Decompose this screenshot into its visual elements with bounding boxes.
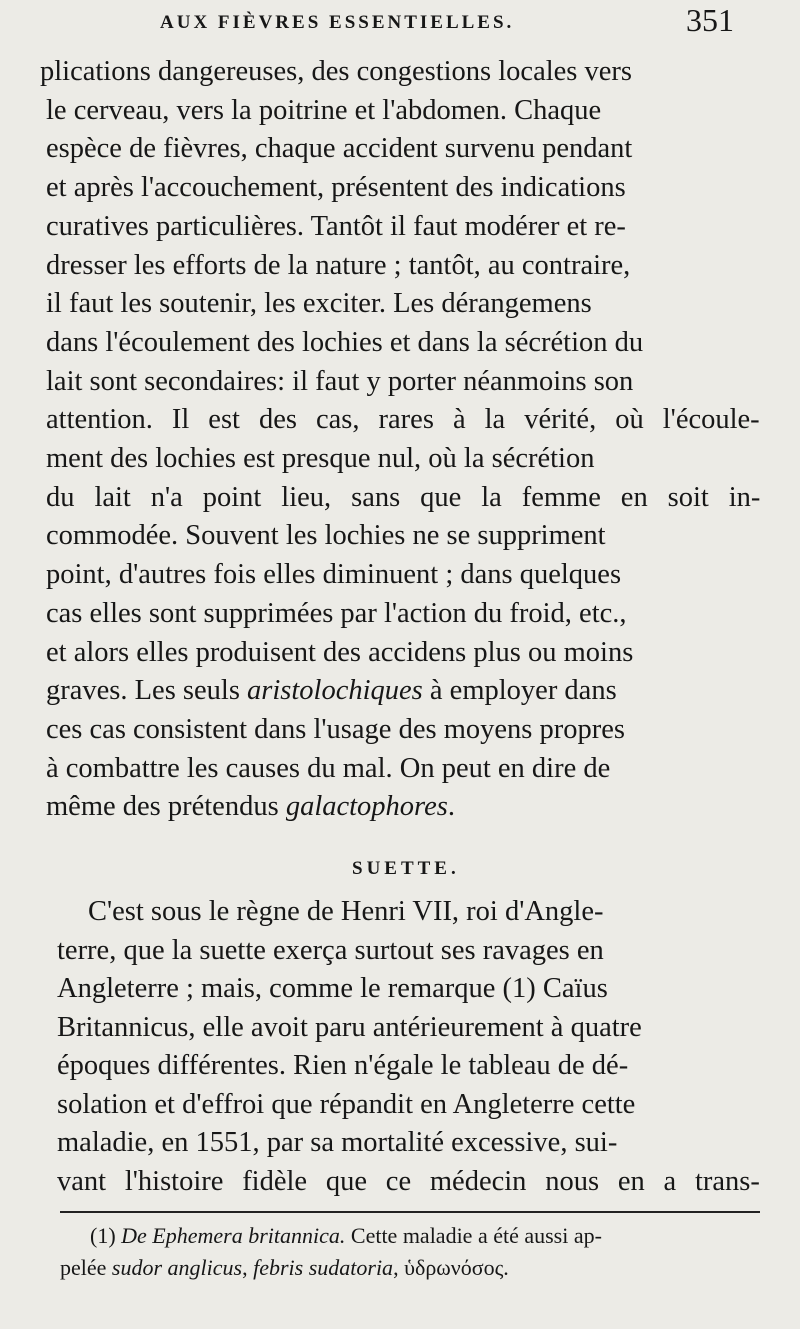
text-line	[46, 94, 602, 126]
text-run: dans l'écoulement des lochies et dans la sécrétion du	[46, 326, 644, 358]
text-line	[46, 290, 592, 319]
text-run: ces cas consistent dans l'usage des moyens propres	[46, 713, 625, 745]
text-run: à combattre les causes du mal. On peut en dire de	[46, 752, 611, 784]
text-line	[46, 249, 631, 281]
text-line	[46, 135, 632, 164]
text-run: solation et d'effroi que répandit en Angleterre cette	[57, 1088, 636, 1120]
text-run: le cerveau, vers la poitrine et l'abdomen. Chaque	[46, 94, 602, 126]
text-run: C'est sous le règne de Henri VII, roi d'Angle-	[88, 896, 604, 927]
text-run: même des prétendus	[46, 791, 286, 823]
text-run: lait sont secondaires: il faut y porter néanmoins son	[46, 365, 634, 397]
footnote-line	[90, 1225, 602, 1247]
text-line	[46, 713, 625, 745]
footnote-line	[60, 1257, 509, 1279]
text-line	[57, 934, 604, 966]
text-run: .	[447, 791, 455, 823]
text-line	[57, 1052, 628, 1081]
text-line	[46, 365, 634, 397]
text-line	[46, 326, 644, 358]
text-line	[57, 1011, 642, 1043]
text-run: curatives particulières. Tantôt il faut modérer et re-	[46, 210, 626, 242]
italic-term: sudor anglicus	[111, 1255, 243, 1280]
text-run: à employer dans	[422, 675, 617, 707]
italic-term: galactophores	[285, 791, 448, 823]
text-run: graves. Les seuls	[46, 675, 248, 707]
text-line	[46, 597, 627, 629]
text-run: Angleterre ; mais, comme le remarque (1) Caïus	[57, 973, 608, 1004]
text-run: dresser les efforts de la nature ; tantôt, au contraire,	[46, 249, 631, 281]
text-run: époques différentes. Rien n'égale le tableau de dé-	[57, 1050, 629, 1081]
text-line	[46, 174, 626, 203]
text-line	[46, 636, 634, 668]
text-line	[46, 793, 455, 822]
text-line	[57, 975, 608, 1004]
section-heading: SUETTE.	[352, 858, 460, 879]
text-line	[46, 445, 594, 474]
text-line	[46, 677, 617, 706]
running-head: AUX FIÈVRES ESSENTIELLES.	[160, 12, 515, 33]
footnote-rule	[60, 1211, 760, 1213]
text-run: attention. Il est des cas, rares à la vérité, où l'écoule-	[46, 404, 760, 436]
text-line	[46, 406, 760, 435]
text-run: cas elles sont supprimées par l'action du froid, etc.,	[46, 597, 627, 629]
text-run: maladie, en 1551, par sa mortalité excessive, sui-	[57, 1127, 618, 1158]
text-run: et alors elles produisent des accidens plus ou moins	[46, 636, 634, 668]
text-line	[57, 1088, 636, 1120]
text-line	[40, 58, 632, 87]
text-run: ment des lochies est presque nul, où la sécrétion	[46, 443, 595, 474]
text-run: plications dangereuses, des congestions locales vers	[40, 56, 633, 87]
text-line	[88, 898, 604, 927]
text-line	[46, 561, 621, 590]
text-run: pelée	[60, 1255, 112, 1280]
text-line	[57, 1165, 760, 1197]
italic-term: aristolochiques	[247, 675, 423, 707]
text-run: Britannicus, elle avoit paru antérieurement à quatre	[57, 1011, 642, 1043]
text-run: ,	[242, 1255, 254, 1280]
text-run: terre, que la suette exerça surtout ses ravages en	[57, 934, 604, 966]
italic-term: De Ephemera britannica.	[121, 1223, 346, 1248]
text-run: commodée. Souvent les lochies ne se suppriment	[46, 520, 606, 552]
page-number: 351	[686, 2, 734, 38]
text-run: vant l'histoire fidèle que ce médecin nous en a trans-	[57, 1165, 760, 1197]
text-run: Cette maladie a été aussi ap-	[345, 1223, 602, 1248]
text-run: , ὑδρωνόσος.	[393, 1255, 509, 1280]
text-run: espèce de fièvres, chaque accident survenu pendant	[46, 133, 633, 165]
text-run: (1)	[90, 1223, 122, 1248]
text-run: et après l'accouchement, présentent des indications	[46, 172, 626, 204]
text-run: du lait n'a point lieu, sans que la femme en soit in-	[46, 481, 761, 513]
text-run: point, d'autres fois elles diminuent ; dans quelques	[46, 559, 622, 591]
text-line	[46, 481, 761, 513]
text-line	[46, 210, 626, 242]
text-line	[57, 1129, 617, 1158]
italic-term: febris sudatoria	[253, 1255, 394, 1280]
text-line	[46, 522, 606, 551]
text-line	[46, 752, 611, 784]
text-run: il faut les soutenir, les exciter. Les dérangemens	[46, 288, 592, 320]
